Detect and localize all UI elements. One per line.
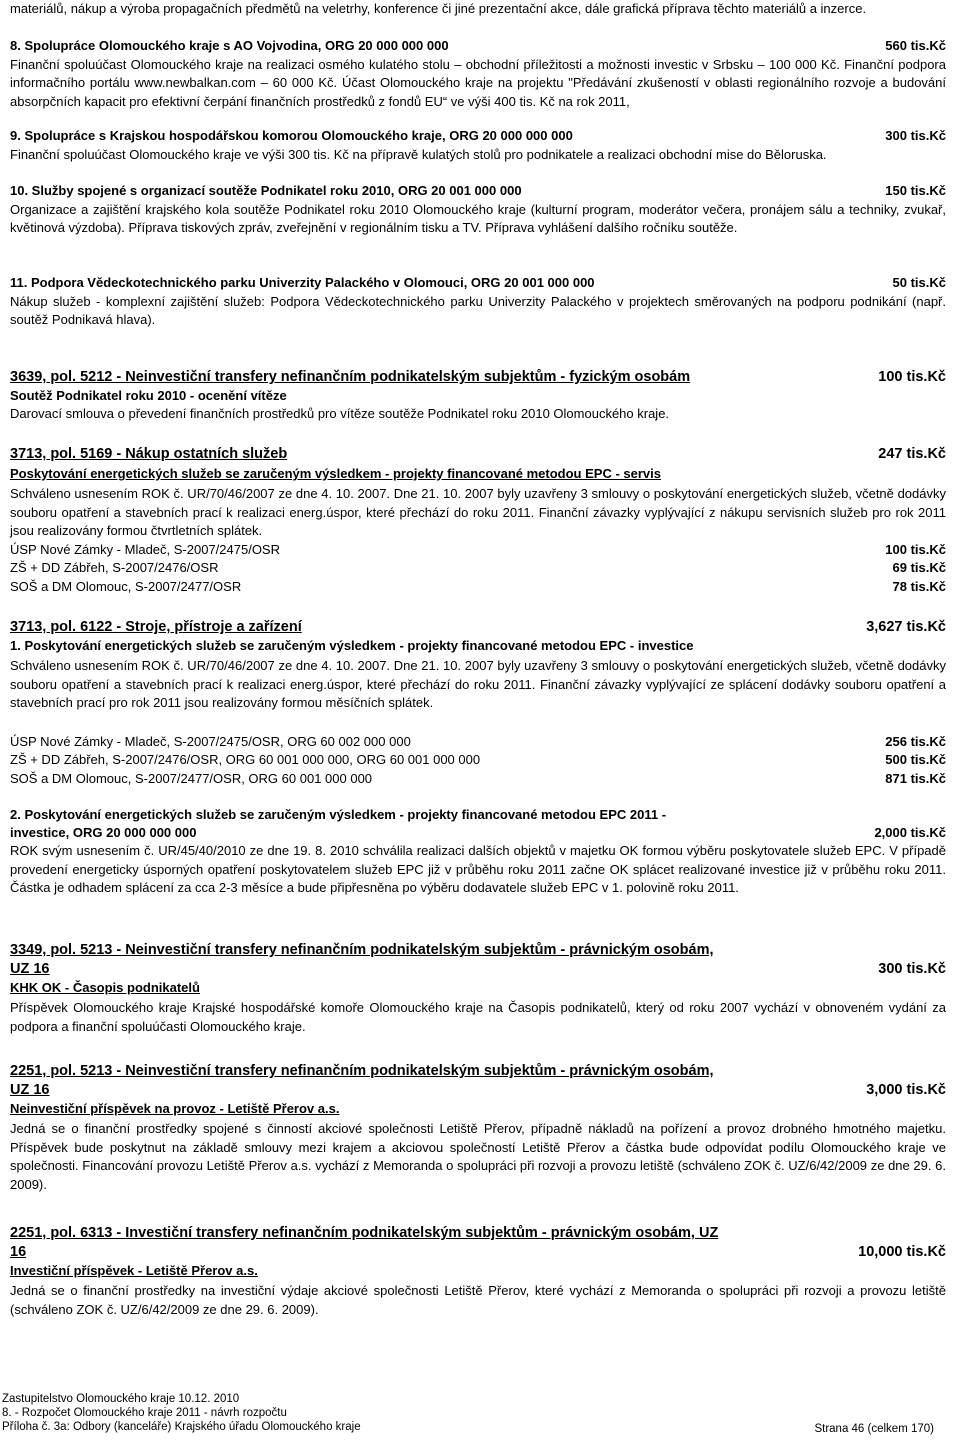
item-title: 8. Spolupráce Olomouckého kraje s AO Vojvodina, ORG 20 000 000 000 — [10, 38, 449, 53]
section-text: Jedná se o finanční prostředky na investiční výdaje akciové společnosti Letiště Přerov, které vychází z Memoranda o spolupráci při rozvoji a provozu letiště (schváleno ZOK č. UZ/6/42/2009 ze dne 29. 6. 2009). — [10, 1283, 946, 1317]
section-text: Jedná se o finanční prostředky spojené s činností akciové společnosti Letiště Přerov, případně nákladů na pořízení a provoz drobného hmotného majetku. Příspěvek bude poskytnut na základě smlouvy mezi krajem a akciovou společností Letiště Přerov a částka bude odpovídat podílu Olomouckého kraje ve společnosti. Financování provozu Letiště Přerov a.s. vychází z Memoranda o spolupráci při rozvoji a provozu letiště (schváleno ZOK č. UZ/6/42/2009 ze dne 29. 6. 2009). — [10, 1121, 946, 1192]
section-text: Schváleno usnesením ROK č. UR/70/46/2007 ze dne 4. 10. 2007. Dne 21. 10. 2007 byly uzavřeny 3 smlouvy o poskytování energetických služeb, včetně dodávky souboru opatření a stavebních prací k realizaci energ.úspor, které přechází do roku 2011. Finanční závazky vyplývající ze splácení dodávky souboru opatření a stavebních prací pro rok 2011 jsou realizovány formou měsíčních splátek. — [10, 658, 946, 710]
list-item: ZŠ + DD Zábřeh, S-2007/2476/OSR, ORG 60 001 000 000, ORG 60 001 000 000 500 tis.Kč — [10, 752, 946, 767]
list-item: ÚSP Nové Zámky - Mladeč, S-2007/2475/OSR, ORG 60 002 000 000 256 tis.Kč — [10, 733, 946, 749]
section-text: Darovací smlouva o převedení finančních prostředků pro vítěze soutěže Podnikatel roku 2010 Olomouckého kraje. — [10, 406, 670, 421]
item-amount: 150 tis.Kč — [885, 183, 946, 198]
section-subtitle: Poskytování energetických služeb se zaručeným výsledkem - projekty financované metodou EPC - servis — [10, 466, 661, 481]
item-10 — [10, 182, 946, 238]
list-item: SOŠ a DM Olomouc, S-2007/2477/OSR 78 tis.Kč — [10, 578, 946, 594]
section-amount: 247 tis.Kč — [878, 446, 946, 462]
section-title: 3639, pol. 5212 - Neinvestiční transfery nefinančním podnikatelským subjektům - fyzickým osobám — [10, 369, 691, 385]
section-amount: 10,000 tis.Kč — [858, 1244, 946, 1260]
item-amount: 300 tis.Kč — [885, 128, 946, 143]
section-title-cont: UZ 16 — [10, 961, 50, 977]
subsection-title-cont: investice, ORG 20 000 000 000 — [10, 825, 197, 840]
section-amount: 300 tis.Kč — [878, 961, 946, 977]
item-8 — [10, 37, 946, 111]
section-2251-5213 — [10, 1062, 946, 1194]
footer-line: Zastupitelstvo Olomouckého kraje 10.12. 2010 — [2, 1393, 240, 1405]
section-subtitle: KHK OK - Časopis podnikatelů — [10, 980, 200, 995]
item-text: Organizace a zajištění krajského kola soutěže Podnikatel roku 2010 Olomouckého kraje (kulturní program, moderátor večera, pronájem sálu a techniky, zvukař, květinová výzdoba). Příprava tiskových zpráv, zveřejnění v regionálním tisku a TV. Příprava vyhlášení dalšího ročníku soutěže. — [10, 201, 946, 235]
footer-line: 8. - Rozpočet Olomouckého kraje 2011 - návrh rozpočtu — [2, 1407, 287, 1419]
section-text: Schváleno usnesením ROK č. UR/70/46/2007 ze dne 4. 10. 2007. Dne 21. 10. 2007 byly uzavřeny 3 smlouvy o poskytování energetických služeb, včetně dodávky souboru opatření a stavebních prací k realizaci energ.úspor, které přechází do roku 2011. Finanční závazky vyplývající z nákupu servisních služeb pro rok 2011 jsou realizovány formou čtvrtletních splátek. — [10, 486, 946, 538]
item-title: 11. Podpora Vědeckotechnického parku Univerzity Palackého v Olomouci, ORG 20 001 000 000 — [10, 275, 595, 290]
item-amount: 50 tis.Kč — [892, 275, 946, 290]
subsection-text: ROK svým usnesením č. UR/45/40/2010 ze dne 19. 8. 2010 schválila realizaci dalších objektů v majetku OK formou výběru poskytovatele služeb EPC. V případě provedení energeticky úsporných opatření poskytovatelem služeb EPC již v průběhu roku 2011 začne OK splácet realizované investice již v průběhu roku 2011. Částka je odhadem splácení za cca 2-3 měsíce a bude připřesněna po výběru dodavatele služeb EPC v 1. polovině roku 2011. — [10, 843, 946, 895]
item-text: Nákup služeb - komplexní zajištění služeb: Podpora Vědeckotechnického parku Univerzity Palackého v projektech směrovaných na podporu podnikání (např. soutěž Podnikavá hlava). — [10, 293, 946, 327]
list-item: ÚSP Nové Zámky - Mladeč, S-2007/2475/OSR 100 tis.Kč — [10, 541, 946, 557]
section-title-cont: 16 — [10, 1244, 27, 1260]
list-item: SOŠ a DM Olomouc, S-2007/2477/OSR, ORG 60 001 000 000 871 tis.Kč — [10, 770, 946, 786]
item-title: 9. Spolupráce s Krajskou hospodářskou komorou Olomouckého kraje, ORG 20 000 000 000 — [10, 128, 573, 143]
section-title: 3713, pol. 5169 - Nákup ostatních služeb — [10, 446, 288, 462]
section-3349 — [10, 941, 946, 1036]
section-title: 2251, pol. 5213 - Neinvestiční transfery nefinančním podnikatelským subjektům - právnickým osobám, — [10, 1063, 714, 1079]
item-text: Finanční spoluúčast Olomouckého kraje na realizaci osmého kulatého stolu – obchodní příležitosti a možnosti investic v Srbsku – 100 000 Kč. Finanční podpora informačního portálu www.newbalkan.com – 60 000 Kč. Účast Olomouckého kraje na projektu "Předávání zkušeností v oblasti regionálního rozvoje a budování absorpčních kapacit pro efektivní čerpání finančních prostředků z fondů EU“ ve výši 400 tis. Kč na rok 2011, — [10, 56, 946, 109]
section-3639 — [10, 368, 946, 424]
section-subtitle: Investiční příspěvek - Letiště Přerov a.s. — [10, 1263, 258, 1278]
section-text: Příspěvek Olomouckého kraje Krajské hospodářské komoře Olomouckého kraje na Časopis podnikatelů, který od roku 2007 vychází v obnoveném vydání za podpora a finanční spoluúčasti Olomouckého kraje. — [10, 1000, 946, 1034]
section-title: 3713, pol. 6122 - Stroje, přístroje a zařízení — [10, 619, 302, 635]
section-3713-5169 — [10, 445, 946, 596]
section-subtitle: 1. Poskytování energetických služeb se zaručeným výsledkem - projekty financované metodou EPC - investice — [10, 638, 694, 653]
footer-line: Příloha č. 3a: Odbory (kanceláře) Krajského úřadu Olomouckého kraje — [2, 1421, 361, 1433]
section-title-cont: UZ 16 — [10, 1082, 50, 1098]
section-amount: 3,627 tis.Kč — [866, 619, 946, 635]
section-2251-6313 — [10, 1224, 946, 1319]
item-text: Finanční spoluúčast Olomouckého kraje ve výši 300 tis. Kč na přípravě kulatých stolů pro podnikatele a realizaci obchodní mise do Běloruska. — [10, 146, 827, 162]
intro-text: materiálů, nákup a výroba propagačních předmětů na veletrhy, konference či jiné prezentační akce, dále grafická příprava těchto materiálů a inzerce. — [10, 1, 867, 16]
item-title: 10. Služby spojené s organizací soutěže Podnikatel roku 2010, ORG 20 001 000 000 — [10, 183, 522, 198]
item-amount: 560 tis.Kč — [885, 38, 946, 53]
section-title: 2251, pol. 6313 - Investiční transfery nefinančním podnikatelským subjektům - právnickým osobám, UZ — [10, 1225, 719, 1241]
section-amount: 100 tis.Kč — [878, 369, 946, 385]
page-number: Strana 46 (celkem 170) — [814, 1423, 934, 1435]
section-subtitle: Neinvestiční příspěvek na provoz - Letiště Přerov a.s. — [10, 1101, 340, 1116]
section-subtitle: Soutěž Podnikatel roku 2010 - ocenění vítěze — [10, 388, 287, 403]
section-3713-6122 — [10, 618, 946, 898]
section-amount: 3,000 tis.Kč — [866, 1082, 946, 1098]
item-11 — [10, 274, 946, 330]
section-title: 3349, pol. 5213 - Neinvestiční transfery nefinančním podnikatelským subjektům - právnickým osobám, — [10, 942, 714, 958]
list-item: ZŠ + DD Zábřeh, S-2007/2476/OSR 69 tis.Kč — [10, 560, 946, 575]
subsection-amount: 2,000 tis.Kč — [874, 825, 946, 840]
item-9 — [10, 127, 946, 164]
subsection-title: 2. Poskytování energetických služeb se zaručeným výsledkem - projekty financované metodou EPC 2011 - — [10, 807, 667, 822]
page-footer — [2, 1392, 948, 1436]
